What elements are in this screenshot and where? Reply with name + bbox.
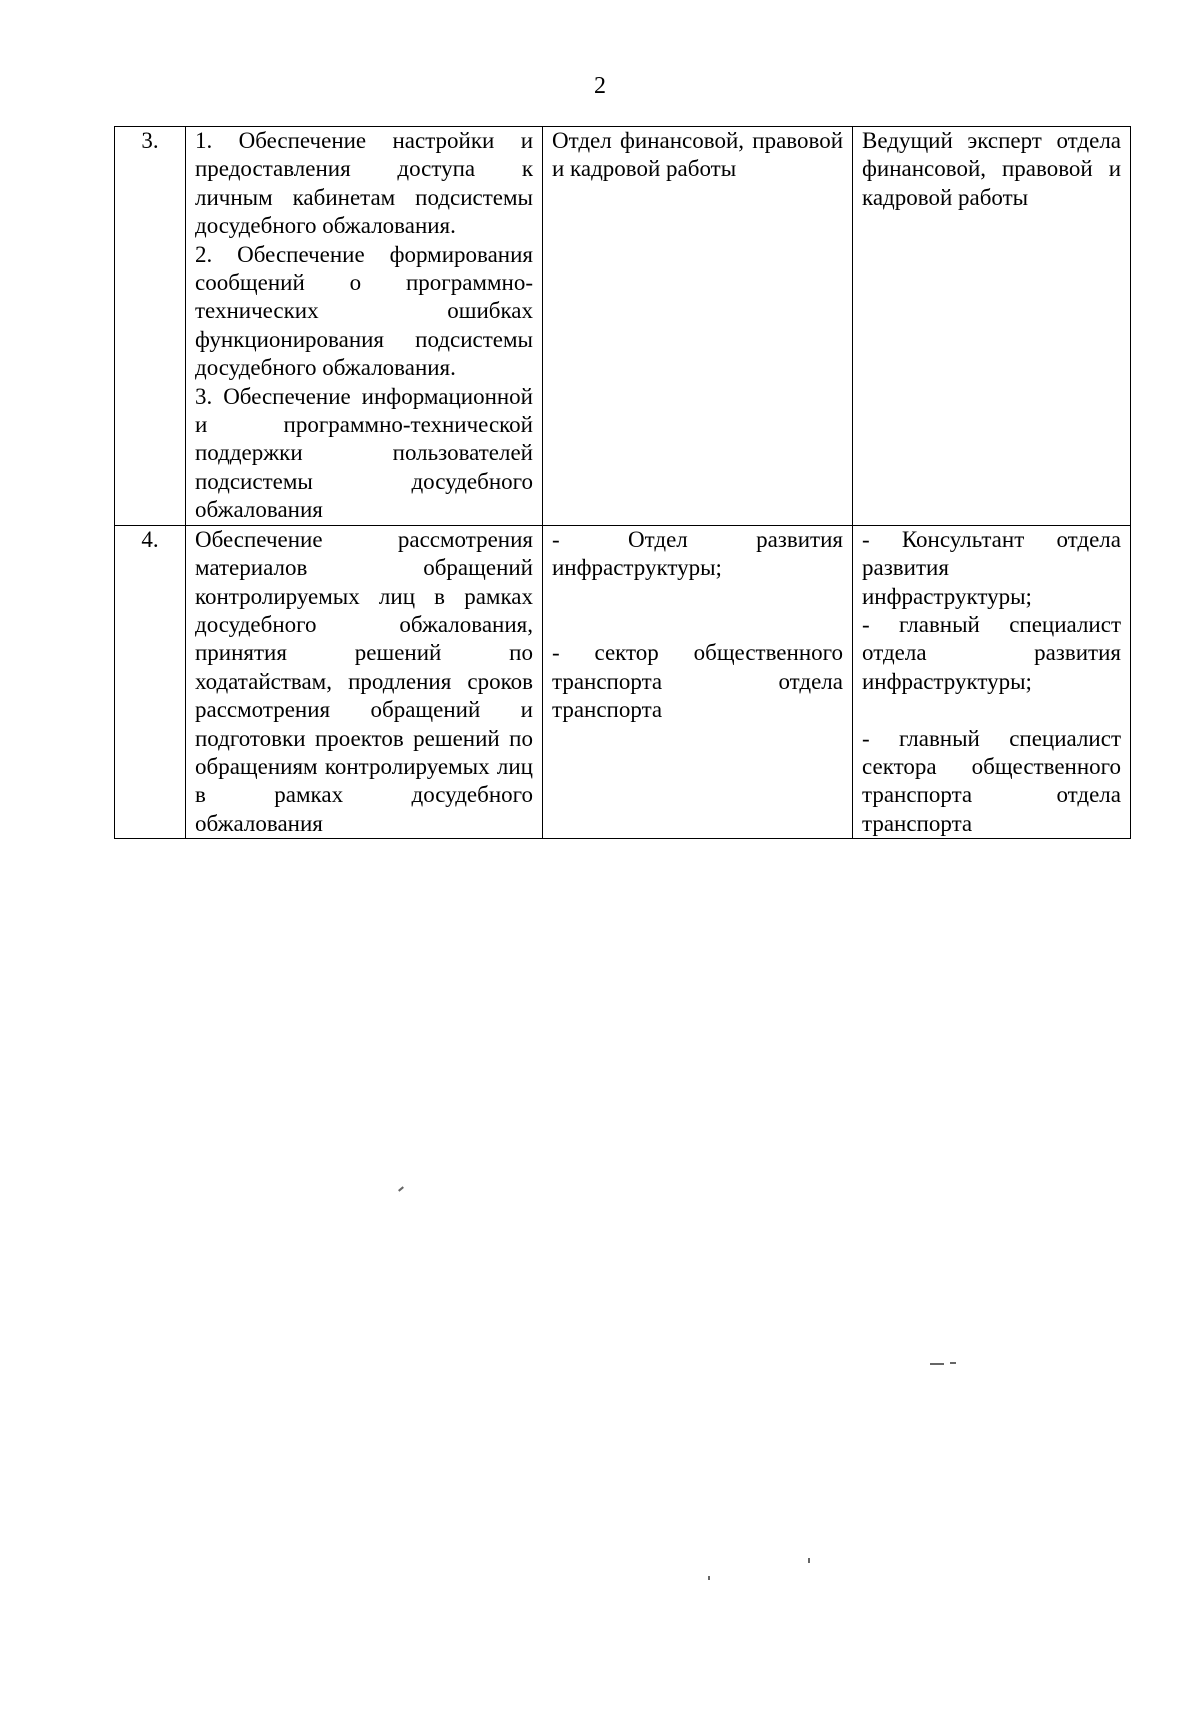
spacer [862,696,1121,724]
official-item: - Консультант отдела развития инфраструктуры; [862,526,1121,609]
department-item: - сектор общественного транспорта отдела транспорта [552,640,843,723]
official-item: - главный специалист сектора общественного транспорта отдела транспорта [862,725,1121,836]
scan-speck [950,1362,956,1364]
function-item: 2. Обеспечение формирования сообщений о программно-технических ошибках функционирования подсистемы досудебного обжалования. [195,241,533,381]
responsibilities-table [114,126,1131,839]
official-cell [853,525,1131,838]
spacer [552,583,843,640]
functions-cell [186,525,543,838]
functions-cell [186,127,543,526]
function-item: 3. Обеспечение информационной и программно-технической поддержки пользователей подсистемы досудебного обжалования [195,383,533,523]
official-item: Ведущий эксперт отдела финансовой, правовой и кадровой работы [862,128,1121,210]
scan-speck [398,1186,404,1191]
official-item: - главный специалист отдела развития инфраструктуры; [862,611,1121,694]
department-item: - Отдел развития инфраструктуры; [552,526,843,581]
scan-speck [808,1558,810,1563]
official-cell [853,127,1131,526]
scan-speck [930,1363,944,1365]
department-item: Отдел финансовой, правовой и кадровой работы [552,128,843,182]
page-number: 2 [594,73,606,99]
row-number: 4. [115,525,186,838]
department-cell [543,127,853,526]
department-cell [543,525,853,838]
table-row [115,127,1131,526]
scan-speck [708,1576,710,1580]
table-row [115,525,1131,838]
row-number: 3. [115,127,186,526]
function-item: 1. Обеспечение настройки и предоставления доступа к личным кабинетам подсистемы досудебного обжалования. [195,128,533,239]
function-item: Обеспечение рассмотрения материалов обращений контролируемых лиц в рамках досудебного обжалования, принятия решений по ходатайствам, продления сроков рассмотрения обращений и подготовки проектов решений по обращениям контролируемых лиц в рамках досудебного обжалования [195,526,533,836]
